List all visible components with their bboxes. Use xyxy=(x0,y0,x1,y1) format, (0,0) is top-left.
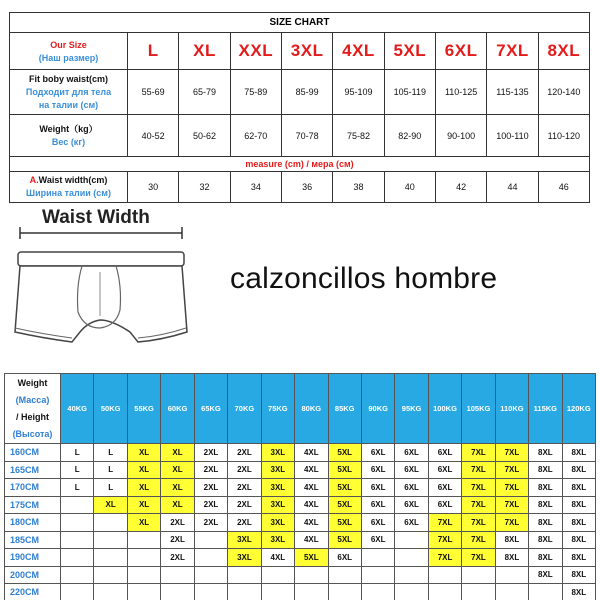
size-header: L xyxy=(128,33,179,70)
waist-width-label-cell xyxy=(10,172,128,203)
fit-waist-value: 105-119 xyxy=(384,70,435,115)
grid-size-cell: 6XL xyxy=(428,461,461,479)
grid-size-cell: 3XL xyxy=(261,444,294,462)
grid-size-cell: L xyxy=(94,444,127,462)
briefs-body xyxy=(15,266,187,342)
waist-width-value: 30 xyxy=(128,172,179,203)
grid-size-cell xyxy=(127,549,160,567)
grid-row xyxy=(5,461,596,479)
grid-size-cell xyxy=(361,549,394,567)
grid-size-cell xyxy=(61,584,94,600)
grid-row xyxy=(5,584,596,600)
grid-row xyxy=(5,549,596,567)
weight-column-header: 90KG xyxy=(361,374,394,444)
fit-waist-label-cell xyxy=(10,70,128,115)
grid-size-cell: 8XL xyxy=(529,549,562,567)
size-chart-title: SIZE CHART xyxy=(10,13,590,33)
grid-size-cell: 5XL xyxy=(328,531,361,549)
grid-size-cell xyxy=(495,566,528,584)
grid-size-cell: 5XL xyxy=(328,444,361,462)
grid-size-cell: 2XL xyxy=(228,461,261,479)
weight-column-header: 115KG xyxy=(529,374,562,444)
grid-size-cell xyxy=(529,584,562,600)
grid-size-cell xyxy=(94,566,127,584)
size-header: XXL xyxy=(230,33,281,70)
weight-column-header: 40KG xyxy=(61,374,94,444)
grid-size-cell: 7XL xyxy=(462,461,495,479)
product-name: calzoncillos hombre xyxy=(230,262,498,295)
weight-column-header: 85KG xyxy=(328,374,361,444)
waist-width-value: 38 xyxy=(333,172,384,203)
grid-size-cell: 6XL xyxy=(361,444,394,462)
grid-size-cell: 2XL xyxy=(161,549,194,567)
grid-size-cell: XL xyxy=(127,479,160,497)
grid-size-cell: 6XL xyxy=(428,496,461,514)
size-chart-table xyxy=(9,12,590,203)
weight-value: 50-62 xyxy=(179,115,230,157)
grid-size-cell: 6XL xyxy=(361,479,394,497)
grid-size-cell: 6XL xyxy=(361,461,394,479)
size-header: XL xyxy=(179,33,230,70)
height-label: 190CM xyxy=(5,549,61,567)
grid-size-cell: 2XL xyxy=(194,514,227,532)
waist-width-value: 32 xyxy=(179,172,230,203)
grid-size-cell xyxy=(127,566,160,584)
grid-row xyxy=(5,566,596,584)
grid-size-cell: 4XL xyxy=(295,444,328,462)
height-label: 165CM xyxy=(5,461,61,479)
waist-width-value: 36 xyxy=(281,172,332,203)
weight-column-header: 70KG xyxy=(228,374,261,444)
grid-size-cell: 8XL xyxy=(562,531,595,549)
grid-size-cell: 7XL xyxy=(462,549,495,567)
grid-size-cell xyxy=(161,584,194,600)
grid-size-cell: 8XL xyxy=(529,479,562,497)
grid-size-cell: 4XL xyxy=(295,461,328,479)
fit-waist-value: 110-125 xyxy=(435,70,486,115)
weight-value: 40-52 xyxy=(128,115,179,157)
weight-row xyxy=(10,115,590,157)
fit-waist-row xyxy=(10,70,590,115)
height-label: 220CM xyxy=(5,584,61,600)
grid-row xyxy=(5,479,596,497)
grid-size-cell: XL xyxy=(161,444,194,462)
grid-size-cell: 8XL xyxy=(562,514,595,532)
height-label: 185CM xyxy=(5,531,61,549)
weight-value: 110-120 xyxy=(538,115,589,157)
grid-size-cell xyxy=(495,584,528,600)
waist-width-value: 46 xyxy=(538,172,589,203)
grid-size-cell xyxy=(194,566,227,584)
grid-size-cell: XL xyxy=(94,496,127,514)
grid-size-cell: 8XL xyxy=(562,444,595,462)
grid-size-cell: 6XL xyxy=(395,479,428,497)
grid-size-cell xyxy=(428,584,461,600)
grid-row xyxy=(5,496,596,514)
weight-column-header: 75KG xyxy=(261,374,294,444)
grid-size-cell: 8XL xyxy=(495,549,528,567)
grid-corner-weight-ru: (Масса) xyxy=(15,394,50,405)
weight-column-header: 110KG xyxy=(495,374,528,444)
grid-size-cell: 8XL xyxy=(529,514,562,532)
grid-size-cell xyxy=(194,531,227,549)
grid-size-cell: 6XL xyxy=(428,479,461,497)
fit-waist-label-ru: Подходит для тела xyxy=(25,86,112,97)
grid-size-cell xyxy=(328,566,361,584)
grid-size-cell xyxy=(94,549,127,567)
grid-size-cell: 6XL xyxy=(395,461,428,479)
waist-width-value: 42 xyxy=(435,172,486,203)
weight-column-header: 50KG xyxy=(94,374,127,444)
waist-width-value: 40 xyxy=(384,172,435,203)
grid-size-cell xyxy=(161,566,194,584)
grid-size-cell: 5XL xyxy=(328,461,361,479)
grid-size-cell: 3XL xyxy=(228,549,261,567)
grid-size-cell: 8XL xyxy=(562,461,595,479)
size-header: 3XL xyxy=(281,33,332,70)
grid-size-cell xyxy=(462,584,495,600)
grid-size-cell: 3XL xyxy=(261,514,294,532)
grid-size-cell xyxy=(462,566,495,584)
grid-row xyxy=(5,444,596,462)
fit-waist-label: Fit boby waist(cm) xyxy=(28,73,108,84)
grid-size-cell: 6XL xyxy=(395,444,428,462)
grid-size-cell xyxy=(295,566,328,584)
waist-width-value: 34 xyxy=(230,172,281,203)
grid-size-cell xyxy=(61,566,94,584)
grid-size-cell: L xyxy=(61,479,94,497)
size-header: 6XL xyxy=(435,33,486,70)
waist-width-label: Waist width(cm) xyxy=(38,175,108,185)
grid-size-cell: 7XL xyxy=(462,514,495,532)
grid-size-cell: XL xyxy=(161,461,194,479)
grid-size-cell xyxy=(228,584,261,600)
grid-size-cell: 7XL xyxy=(462,444,495,462)
height-label: 200CM xyxy=(5,566,61,584)
grid-size-cell xyxy=(361,584,394,600)
fit-waist-label-ru-2: на талии (см) xyxy=(38,99,99,110)
grid-size-cell: L xyxy=(94,461,127,479)
grid-size-cell: 3XL xyxy=(261,479,294,497)
grid-size-cell: 7XL xyxy=(462,531,495,549)
grid-size-cell: 2XL xyxy=(161,514,194,532)
weight-column-header: 105KG xyxy=(462,374,495,444)
grid-size-cell: 5XL xyxy=(295,549,328,567)
grid-header-row xyxy=(5,374,596,444)
waist-width-label-ru: Ширина талии (см) xyxy=(26,188,111,198)
grid-size-cell: L xyxy=(94,479,127,497)
grid-size-cell: XL xyxy=(127,514,160,532)
size-header: 7XL xyxy=(487,33,538,70)
grid-size-cell xyxy=(395,549,428,567)
grid-size-cell: 4XL xyxy=(295,514,328,532)
weight-column-header: 100KG xyxy=(428,374,461,444)
grid-size-cell: 8XL xyxy=(529,444,562,462)
grid-size-cell: 7XL xyxy=(495,461,528,479)
grid-corner-height-ru: (Высота) xyxy=(12,428,53,439)
grid-size-cell: 8XL xyxy=(529,566,562,584)
grid-corner-height: / Height xyxy=(16,411,49,422)
size-row xyxy=(10,33,590,70)
grid-size-cell: XL xyxy=(161,496,194,514)
grid-size-cell: 8XL xyxy=(529,496,562,514)
grid-size-cell: 4XL xyxy=(295,531,328,549)
grid-size-cell: 6XL xyxy=(428,444,461,462)
waistband xyxy=(18,252,184,266)
grid-size-cell: 7XL xyxy=(495,479,528,497)
grid-size-cell: 8XL xyxy=(562,566,595,584)
grid-size-cell: XL xyxy=(127,496,160,514)
grid-size-cell: 7XL xyxy=(495,444,528,462)
fit-waist-value: 95-109 xyxy=(333,70,384,115)
height-label: 180CM xyxy=(5,514,61,532)
grid-size-cell: 2XL xyxy=(228,514,261,532)
grid-size-cell xyxy=(428,566,461,584)
grid-size-cell: 7XL xyxy=(462,496,495,514)
grid-size-cell: XL xyxy=(127,444,160,462)
grid-size-cell: 7XL xyxy=(495,514,528,532)
weight-height-grid xyxy=(4,373,596,600)
fit-waist-value: 65-79 xyxy=(179,70,230,115)
grid-size-cell: XL xyxy=(127,461,160,479)
grid-size-cell: 4XL xyxy=(295,496,328,514)
our-size-label: Our Size xyxy=(50,39,87,50)
grid-size-cell: L xyxy=(61,444,94,462)
grid-size-cell: 3XL xyxy=(228,531,261,549)
grid-size-cell: 8XL xyxy=(529,461,562,479)
fit-waist-value: 120-140 xyxy=(538,70,589,115)
grid-size-cell: 6XL xyxy=(361,531,394,549)
grid-size-cell xyxy=(395,584,428,600)
grid-size-cell: 2XL xyxy=(228,444,261,462)
grid-size-cell: XL xyxy=(161,479,194,497)
underwear-illustration xyxy=(12,224,212,364)
waist-width-value: 44 xyxy=(487,172,538,203)
size-header: 5XL xyxy=(384,33,435,70)
grid-size-cell: 6XL xyxy=(395,496,428,514)
grid-size-cell: 8XL xyxy=(562,584,595,600)
grid-size-cell xyxy=(395,566,428,584)
grid-size-cell: 6XL xyxy=(361,496,394,514)
grid-row xyxy=(5,514,596,532)
grid-size-cell: 8XL xyxy=(562,496,595,514)
grid-size-cell: 7XL xyxy=(462,479,495,497)
size-header: 4XL xyxy=(333,33,384,70)
grid-size-cell xyxy=(127,531,160,549)
grid-size-cell xyxy=(94,514,127,532)
waist-width-row xyxy=(10,172,590,203)
height-label: 170CM xyxy=(5,479,61,497)
weight-label: Weight（kg） xyxy=(39,123,98,134)
grid-size-cell: 5XL xyxy=(328,514,361,532)
grid-size-cell: 7XL xyxy=(428,514,461,532)
grid-size-cell xyxy=(127,584,160,600)
grid-size-cell: 5XL xyxy=(328,496,361,514)
weight-value: 100-110 xyxy=(487,115,538,157)
grid-size-cell xyxy=(328,584,361,600)
grid-size-cell xyxy=(261,566,294,584)
grid-size-cell xyxy=(94,584,127,600)
waist-width-title: Waist Width xyxy=(42,207,150,228)
grid-size-cell: 2XL xyxy=(194,496,227,514)
grid-size-cell: L xyxy=(61,461,94,479)
fit-waist-value: 85-99 xyxy=(281,70,332,115)
weight-value: 90-100 xyxy=(435,115,486,157)
grid-corner-cell xyxy=(5,374,61,444)
weight-label-ru: Вес (кг) xyxy=(51,136,86,147)
grid-size-cell: 3XL xyxy=(261,461,294,479)
fit-waist-value: 115-135 xyxy=(487,70,538,115)
grid-size-cell: 2XL xyxy=(194,461,227,479)
weight-column-header: 80KG xyxy=(295,374,328,444)
grid-size-cell: 8XL xyxy=(495,531,528,549)
height-label: 160CM xyxy=(5,444,61,462)
grid-size-cell: 8XL xyxy=(529,531,562,549)
grid-size-cell: 2XL xyxy=(194,479,227,497)
grid-size-cell: 2XL xyxy=(194,444,227,462)
weight-column-header: 55KG xyxy=(127,374,160,444)
weight-value: 62-70 xyxy=(230,115,281,157)
grid-size-cell: 4XL xyxy=(295,479,328,497)
our-size-label-ru: (Наш размер) xyxy=(38,52,99,63)
grid-size-cell: 6XL xyxy=(361,514,394,532)
grid-corner-weight: Weight xyxy=(17,377,48,388)
grid-size-cell: 8XL xyxy=(562,549,595,567)
grid-size-cell: 2XL xyxy=(228,479,261,497)
grid-size-cell xyxy=(61,514,94,532)
weight-label-cell xyxy=(10,115,128,157)
grid-size-cell: 6XL xyxy=(328,549,361,567)
grid-size-cell: 4XL xyxy=(261,549,294,567)
our-size-label-cell xyxy=(10,33,128,70)
measure-note: measure (cm) / мера (см) xyxy=(10,157,590,172)
weight-column-header: 60KG xyxy=(161,374,194,444)
weight-value: 70-78 xyxy=(281,115,332,157)
weight-value: 82-90 xyxy=(384,115,435,157)
grid-size-cell xyxy=(94,531,127,549)
grid-size-cell xyxy=(295,584,328,600)
grid-size-cell xyxy=(395,531,428,549)
weight-column-header: 95KG xyxy=(395,374,428,444)
grid-size-cell: 2XL xyxy=(228,496,261,514)
grid-size-cell xyxy=(61,496,94,514)
weight-column-header: 120KG xyxy=(562,374,595,444)
grid-size-cell: 3XL xyxy=(261,531,294,549)
weight-column-header: 65KG xyxy=(194,374,227,444)
grid-size-cell xyxy=(61,531,94,549)
grid-size-cell xyxy=(228,566,261,584)
fit-waist-value: 55-69 xyxy=(128,70,179,115)
grid-size-cell: 7XL xyxy=(428,531,461,549)
grid-size-cell: 5XL xyxy=(328,479,361,497)
fit-waist-value: 75-89 xyxy=(230,70,281,115)
weight-value: 75-82 xyxy=(333,115,384,157)
grid-size-cell: 8XL xyxy=(562,479,595,497)
grid-size-cell: 3XL xyxy=(261,496,294,514)
height-label: 175CM xyxy=(5,496,61,514)
grid-size-cell xyxy=(194,584,227,600)
grid-size-cell xyxy=(194,549,227,567)
grid-size-cell xyxy=(261,584,294,600)
grid-size-cell xyxy=(361,566,394,584)
grid-size-cell xyxy=(61,549,94,567)
grid-size-cell: 6XL xyxy=(395,514,428,532)
size-header: 8XL xyxy=(538,33,589,70)
grid-row xyxy=(5,531,596,549)
grid-size-cell: 7XL xyxy=(428,549,461,567)
grid-size-cell: 7XL xyxy=(495,496,528,514)
waist-width-prefix: A. xyxy=(29,175,39,185)
grid-size-cell: 2XL xyxy=(161,531,194,549)
